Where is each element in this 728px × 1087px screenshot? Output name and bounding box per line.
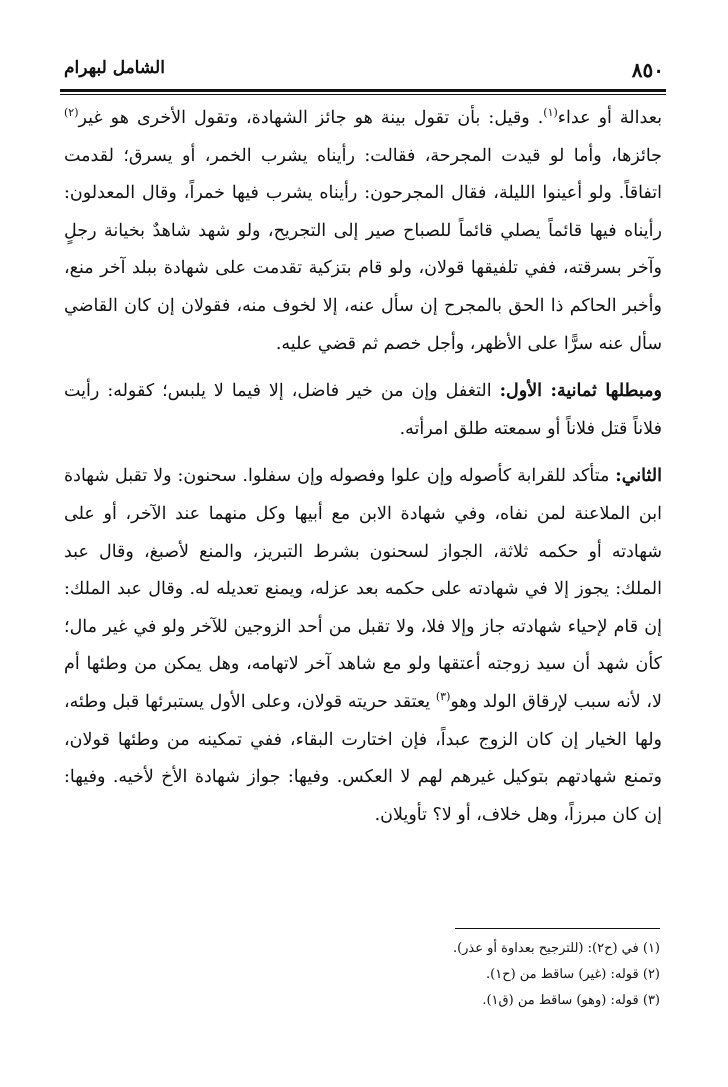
footnote-separator bbox=[455, 928, 660, 929]
footnote-1: (١) في (ح٢): (للترجيح بعداوة أو عذر). bbox=[452, 941, 660, 956]
running-header bbox=[64, 56, 664, 86]
footnote-3: (٣) قوله: (وهو) ساقط من (ق١). bbox=[482, 993, 660, 1008]
main-text bbox=[64, 100, 662, 834]
paragraph-1 bbox=[64, 100, 662, 363]
text-run: متأكد للقرابة كأصوله وإن علوا وفصوله وإن سفلوا. سحنون: ولا تقبل شهادة ابن الملاعنة لمن نفاه، وفي شهادة الابن مع أبيها وكل منهما عند الآخر، أو على شهادته أو حكمه ثلاثة، الجواز لسحنون بشرط التبريز، والمنع لأصبغ، وقال عبد الملك: يجوز إلا في شهادته على حكمه بعد عزله، ويمنع تعديله له. وقال عبد الملك: إن قام لإحياء شهادته جاز وإلا فلا، ولا تقبل من أحد الزوجين للآخر ولو في غير مال؛ كأن شهد أن سيد زوجته أعتقها ولو مع شاهد آخر لاتهامه، وهل يمكن من وطئها أم لا، لأنه سبب لإرقاق الولد وهو bbox=[64, 466, 662, 712]
footnotes bbox=[200, 936, 660, 1014]
footnote-marker-2: (٢) bbox=[64, 106, 79, 120]
book-title: الشامل لبهرام bbox=[64, 58, 165, 78]
text-run: جائزها، وأما لو قيدت المجرحة، فقالت: رأيناه يشرب الخمر، أو يسرق؛ لقدمت اتفاقاً. ولو أعينوا الليلة، فقال المجرحون: رأيناه يشرب فيها خمراً، وقال المعدلون: رأيناه فيها قائماً يصلي قائماً للصباح صير إلى التجريح، ولو شهد شاهدٌ بخيانة رجلٍ وآخر بسرقته، ففي تلفيقها قولان، ولو قام بتزكية تقدمت على شهادة ببلد آخر منع، وأخبر الحاكم ذا الحق بالمجرح إن سأل عنه، إلا لخوف منه، فقولان إن كان القاضي سأل عنه سرًّا على الأظهر، وأجل خصم ثم قضي عليه. bbox=[64, 145, 662, 354]
text-run: بعدالة أو عداء bbox=[557, 108, 663, 128]
header-rule-thin bbox=[60, 94, 666, 95]
header-rule bbox=[60, 89, 666, 92]
text-run: يعتقد حريته قولان، وعلى الأول يستبرئها قبل وطئه، ولها الخيار إن كان الزوج عبداً، فإن اختارت البقاء، ففي تمكينه من وطئها قولان، وتمنع شهادتهم بتوكيل غيرهم لهم لا العكس. وفيها: جواز شهادة الأخ لأخيه. وفيها: إن كان مبرزاً، وهل خلاف، أو لا؟ تأويلان. bbox=[64, 691, 662, 825]
paragraph-2 bbox=[64, 373, 662, 448]
page-number: ٨٥٠ bbox=[631, 58, 664, 82]
footnote-marker-1: (١) bbox=[543, 106, 558, 120]
text-run: . وقيل: بأن تقول بينة هو جائز الشهادة، وتقول الأخرى هو غير bbox=[78, 108, 544, 128]
paragraph-lead: الثاني: bbox=[615, 466, 662, 487]
footnote-marker-3: (٣) bbox=[435, 690, 451, 704]
text-run: التغفل وإن من خير فاضل، إلا فيما لا يلبس؛ كقوله: رأيت فلاناً قتل فلاناً أو سمعته طلق امرأته. bbox=[64, 381, 662, 439]
paragraph-3 bbox=[64, 458, 662, 834]
footnote-2: (٢) قوله: (غير) ساقط من (ح١). bbox=[485, 967, 660, 982]
paragraph-lead: ومبطلها ثمانية: الأول: bbox=[499, 381, 662, 402]
